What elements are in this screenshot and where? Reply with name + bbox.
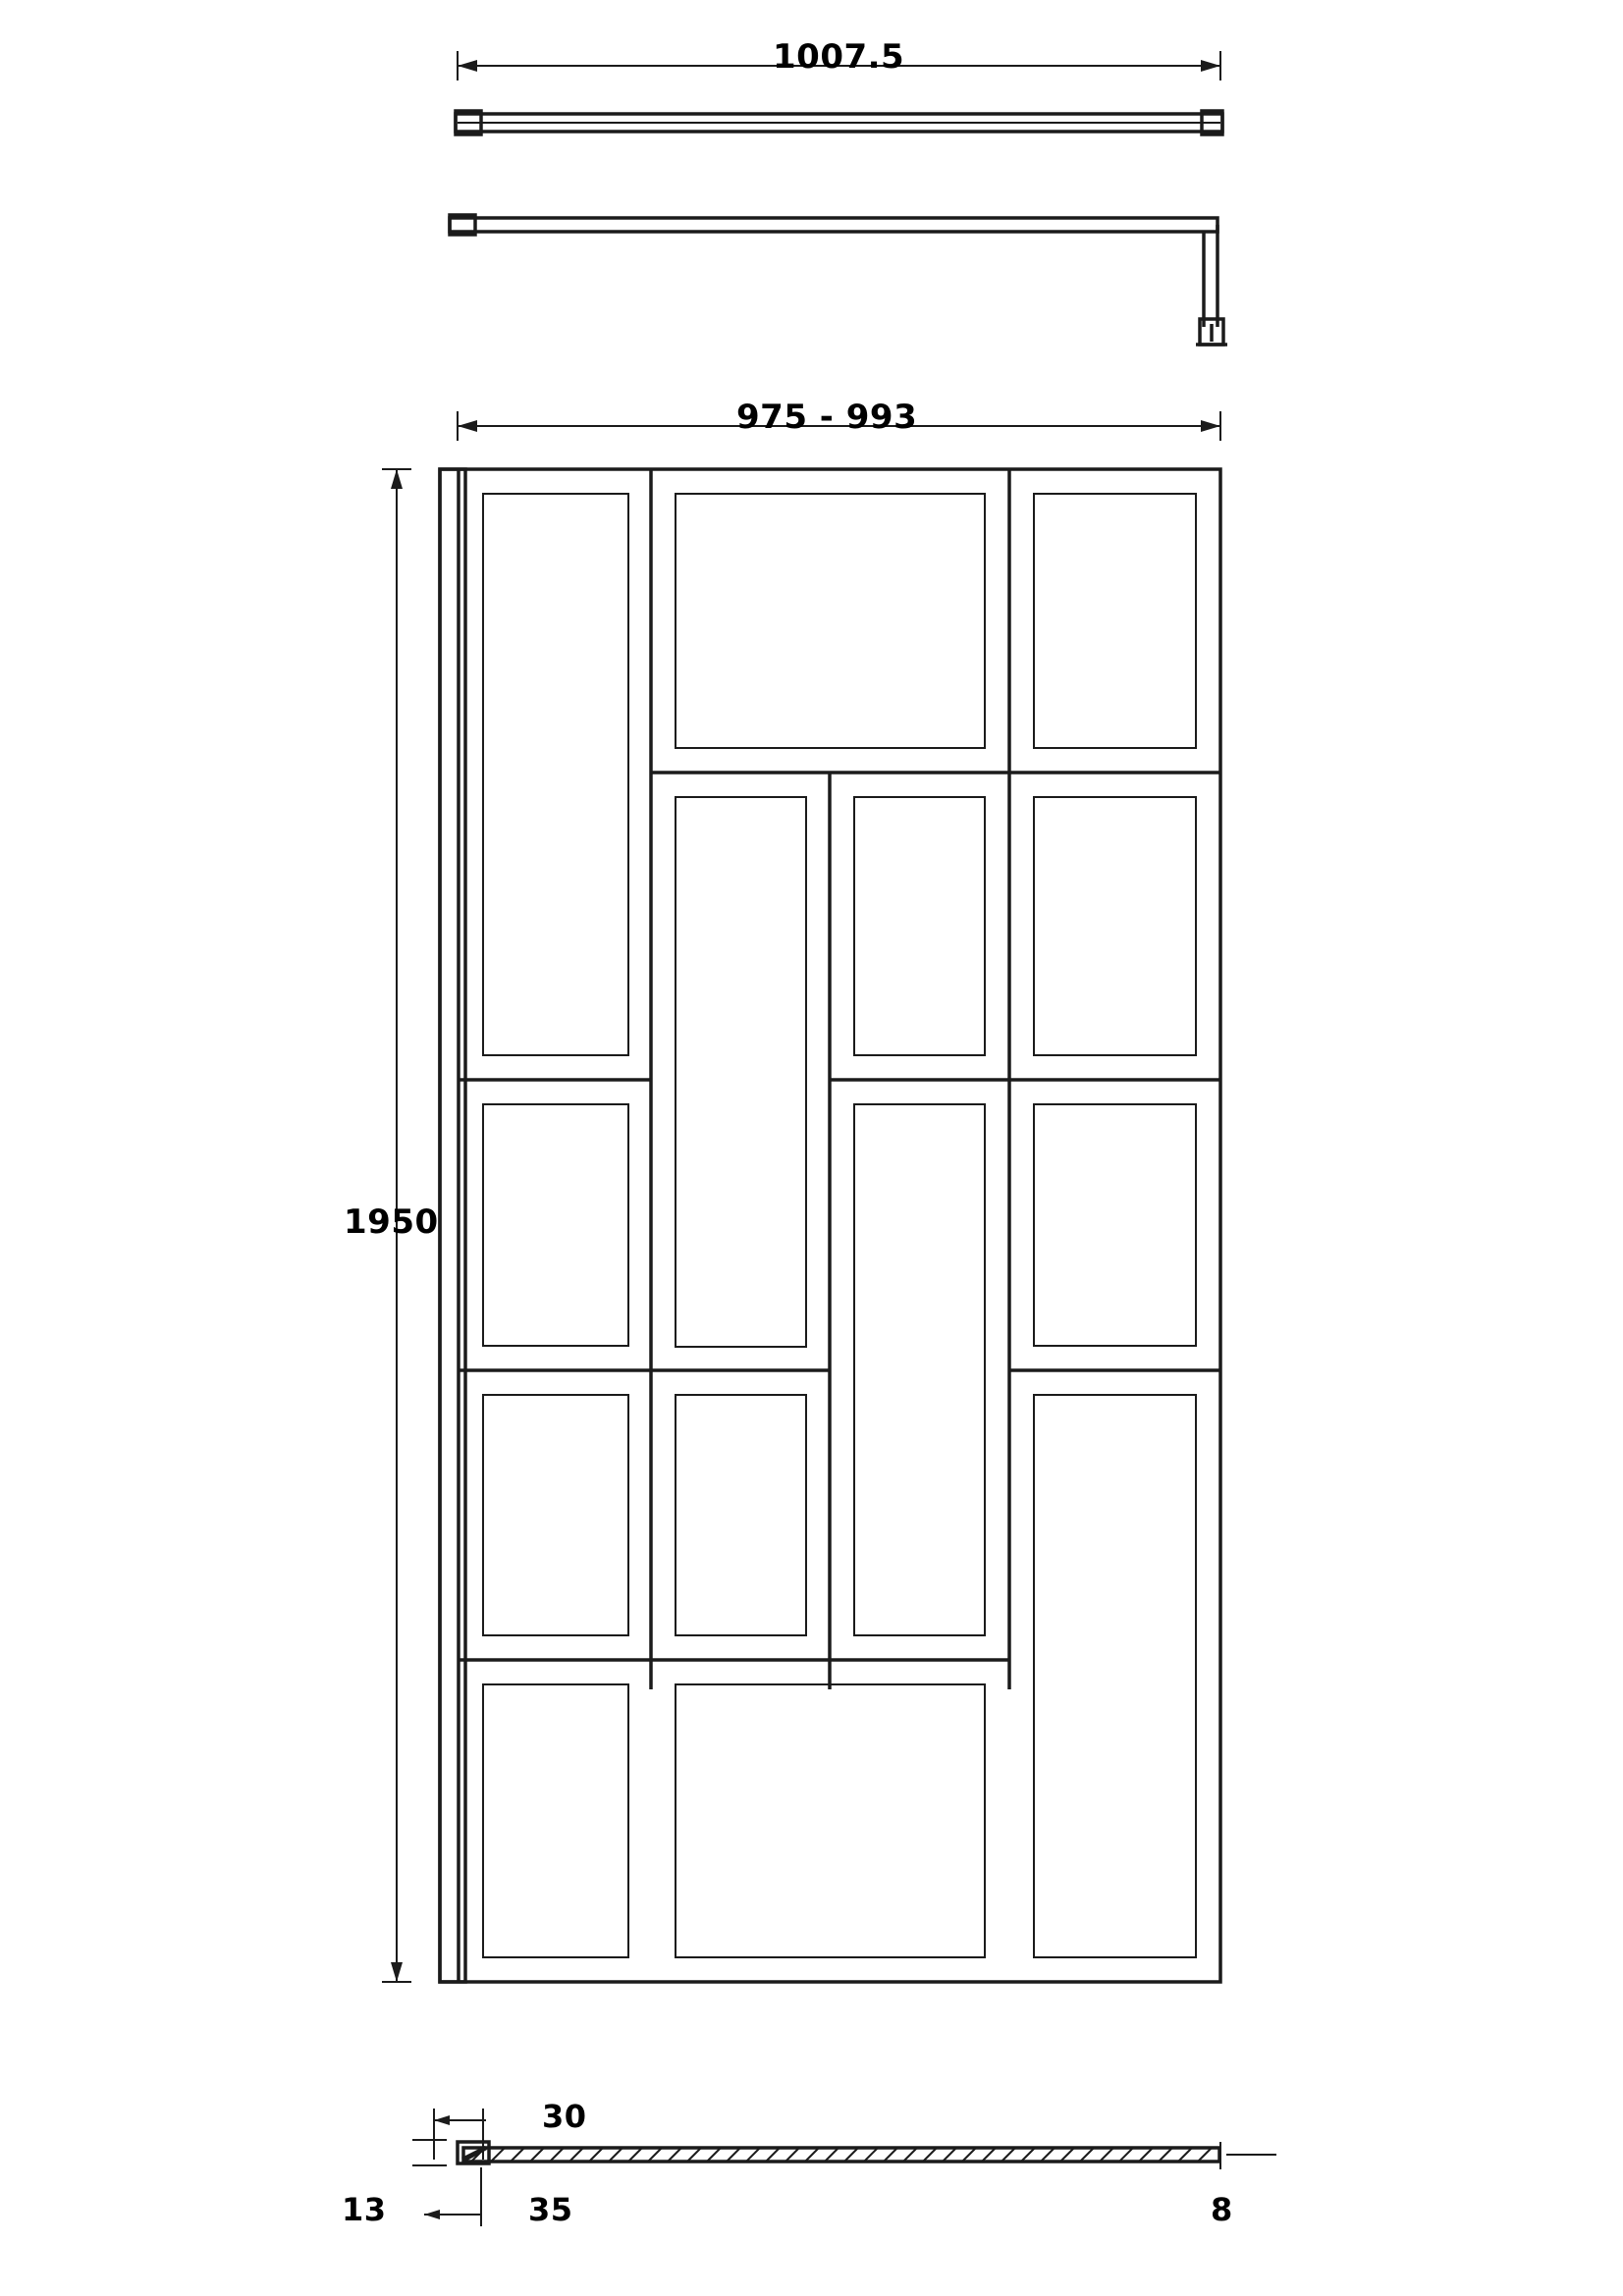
support-arm-view [450,215,1227,345]
front-elevation-view [382,411,1220,1982]
dim-profile-length: 1007.5 [773,37,905,77]
dim-panel-height: 1950 [344,1202,439,1242]
dim-profile-depth: 30 [542,2098,587,2135]
dim-panel-width: 975 - 993 [736,398,918,437]
dim-glass-thickness: 8 [1211,2191,1233,2228]
dim-profile-base: 35 [528,2191,573,2228]
dim-profile-height: 13 [342,2191,387,2228]
